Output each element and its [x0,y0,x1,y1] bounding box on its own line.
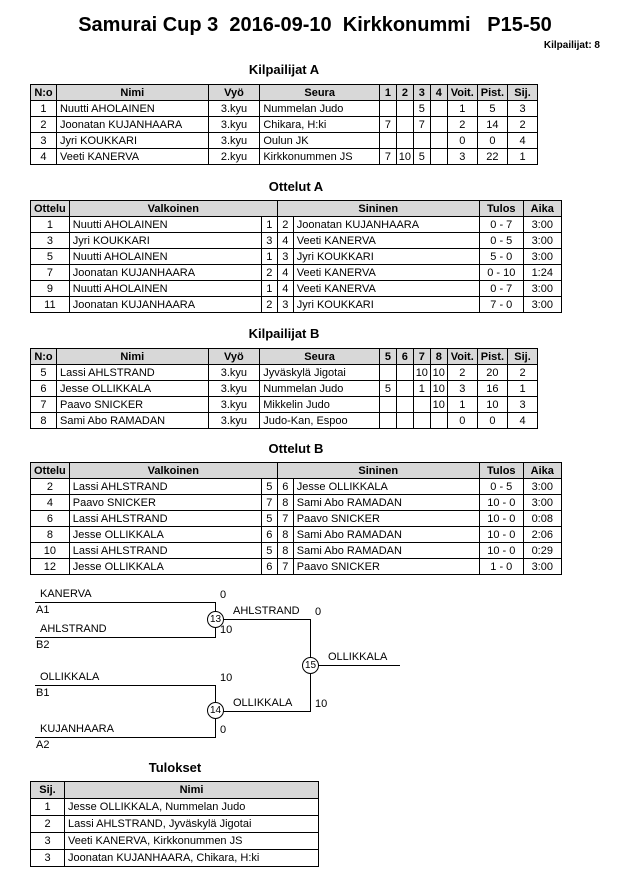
cell-wins: 0 [447,413,477,429]
bracket-final-top-score: 0 [315,606,322,618]
cell-result-4 [430,101,447,117]
cell-name-club: Veeti KANERVA, Kirkkonummen JS [65,833,319,850]
bracket-bottom-name-14: KUJANHAARA [40,723,114,735]
cell-club: Judo-Kan, Espoo [260,413,380,429]
cell-score: 10 - 0 [479,495,523,511]
ottelut-a-table [30,200,562,313]
cell-result-6 [396,381,413,397]
cell-name-club: Jesse OLLIKKALA, Nummelan Judo [65,799,319,816]
cell-score: 1 - 0 [479,559,523,575]
cell-match-number: 11 [31,297,70,313]
cell-result-7 [413,397,430,413]
cell-belt: 3.kyu [208,101,260,117]
cell-match-number: 7 [31,265,70,281]
kilpailijat-a-table [30,84,538,165]
cell-result-3 [413,133,430,149]
cell-blue-number: 7 [277,511,293,527]
cell-club: Nummelan Judo [260,101,380,117]
cell-belt: 3.kyu [208,117,260,133]
cell-match-number: 1 [31,217,70,233]
cell-place: 3 [31,850,65,867]
cell-points: 5 [477,101,507,117]
cell-name: Jesse OLLIKKALA [56,381,208,397]
medal-bracket [0,580,630,760]
cell-white-number: 1 [261,281,277,297]
competitor-row [31,149,538,165]
cell-club: Chikara, H:ki [260,117,380,133]
cell-blue-number: 6 [277,479,293,495]
section-kilpailijat-b [30,326,538,429]
cell-name: Joonatan KUJANHAARA [56,117,208,133]
match-row [31,281,562,297]
cell-place: 2 [31,816,65,833]
cell-result-8: 10 [430,381,447,397]
cell-name: Veeti KANERVA [56,149,208,165]
cell-time: 3:00 [523,281,561,297]
cell-result-7 [413,413,430,429]
cell-time: 3:00 [523,217,561,233]
cell-blue-name: Jyri KOUKKARI [293,249,479,265]
cell-result-4 [430,117,447,133]
cell-place: 3 [31,833,65,850]
cell-blue-number: 4 [277,265,293,281]
match-row [31,297,562,313]
bracket-line [35,685,215,686]
match-row [31,217,562,233]
col-header-nimi: Nimi [56,349,208,365]
col-header-nimi: Nimi [65,782,319,799]
cell-time: 3:00 [523,249,561,265]
competitor-row [31,101,538,117]
cell-club: Kirkkonummen JS [260,149,380,165]
cell-place: 1 [508,381,538,397]
cell-result-6 [396,413,413,429]
cell-points: 10 [477,397,507,413]
ottelut-b-heading: Ottelut B [268,441,324,456]
cell-white-name: Jesse OLLIKKALA [69,527,261,543]
bracket-final-bottom-score: 10 [315,698,328,710]
cell-white-number: 1 [261,217,277,233]
col-header-valkoinen: Valkoinen [69,201,277,217]
cell-result-2 [396,101,413,117]
tulokset-table [30,781,319,867]
cell-match-number: 12 [31,559,70,575]
cell-place: 2 [508,117,538,133]
kilpailijat-b-table [30,348,538,429]
section-ottelut-b [30,441,562,575]
col-header-tulos: Tulos [479,201,523,217]
cell-time: 3:00 [523,559,561,575]
col-header-pist: Pist. [477,349,507,365]
bracket-line [35,602,215,603]
bracket-winner-line [215,619,310,620]
header-row [31,201,562,217]
cell-result-5: 5 [379,381,396,397]
cell-blue-number: 4 [277,233,293,249]
cell-result-7: 10 [413,365,430,381]
bracket-winner-line [215,711,310,712]
cell-number: 6 [31,381,57,397]
cell-number: 1 [31,101,57,117]
cell-score: 10 - 0 [479,527,523,543]
competitor-row [31,117,538,133]
cell-blue-number: 3 [277,249,293,265]
cell-belt: 2.kyu [208,149,260,165]
cell-blue-name: Sami Abo RAMADAN [293,543,479,559]
col-header-pist: Pist. [477,85,507,101]
header-row [31,463,562,479]
cell-club: Nummelan Judo [260,381,380,397]
cell-white-name: Jyri KOUKKARI [69,233,261,249]
cell-score: 10 - 0 [479,511,523,527]
cell-blue-name: Jesse OLLIKKALA [293,479,479,495]
bracket-bottom-name-13: AHLSTRAND [40,623,107,635]
col-header-valkoinen: Valkoinen [69,463,277,479]
col-header-seura: Seura [260,349,380,365]
cell-white-name: Nuutti AHOLAINEN [69,217,261,233]
col-header-sij: Sij. [508,85,538,101]
cell-blue-number: 3 [277,297,293,313]
bracket-winner-13: AHLSTRAND [233,605,300,617]
bracket-slot-a1: A1 [36,604,50,616]
cell-result-8: 10 [430,397,447,413]
cell-number: 4 [31,149,57,165]
header-row [31,782,319,799]
cell-club: Jyväskylä Jigotai [260,365,380,381]
cell-time: 3:00 [523,495,561,511]
cell-blue-name: Sami Abo RAMADAN [293,495,479,511]
cell-score: 10 - 0 [479,543,523,559]
cell-result-3: 5 [413,149,430,165]
cell-white-name: Lassi AHLSTRAND [69,511,261,527]
cell-result-8 [430,413,447,429]
cell-number: 5 [31,365,57,381]
bracket-score: 0 [220,724,227,736]
cell-belt: 3.kyu [208,365,260,381]
col-header-aika: Aika [523,201,561,217]
cell-result-2 [396,133,413,149]
col-header-1: 1 [379,85,396,101]
cell-result-8: 10 [430,365,447,381]
col-header-7: 7 [413,349,430,365]
cell-result-2: 10 [396,149,413,165]
cell-result-6 [396,397,413,413]
cell-result-5 [379,413,396,429]
cell-result-2 [396,117,413,133]
kilpailijat-a-heading: Kilpailijat A [248,62,320,77]
cell-white-name: Nuutti AHOLAINEN [69,249,261,265]
cell-blue-name: Veeti KANERVA [293,281,479,297]
page-title: Samurai Cup 3 2016-09-10 Kirkkonummi P15-50 [78,14,552,36]
cell-match-number: 2 [31,479,70,495]
bracket-score: 0 [220,589,227,601]
col-header-ottelu: Ottelu [31,463,70,479]
cell-belt: 3.kyu [208,397,260,413]
cell-name: Nuutti AHOLAINEN [56,101,208,117]
match-row [31,543,562,559]
cell-time: 0:08 [523,511,561,527]
cell-points: 14 [477,117,507,133]
cell-wins: 0 [447,133,477,149]
result-row [31,833,319,850]
competitor-row [31,365,538,381]
cell-match-number: 3 [31,233,70,249]
cell-wins: 3 [447,381,477,397]
cell-place: 4 [508,133,538,149]
cell-result-3: 5 [413,101,430,117]
bracket-final-winner: OLLIKKALA [328,651,388,663]
cell-points: 0 [477,413,507,429]
cell-club: Mikkelin Judo [260,397,380,413]
cell-score: 0 - 7 [479,281,523,297]
cell-result-6 [396,365,413,381]
cell-time: 3:00 [523,233,561,249]
col-header-tulos: Tulos [479,463,523,479]
match-row [31,495,562,511]
cell-name: Lassi AHLSTRAND [56,365,208,381]
cell-score: 0 - 10 [479,265,523,281]
cell-time: 2:06 [523,527,561,543]
cell-blue-name: Paavo SNICKER [293,559,479,575]
cell-score: 5 - 0 [479,249,523,265]
cell-match-number: 4 [31,495,70,511]
kilpailijat-b-heading: Kilpailijat B [248,326,320,341]
cell-white-name: Jesse OLLIKKALA [69,559,261,575]
col-header-sij: Sij. [31,782,65,799]
cell-white-number: 6 [261,559,277,575]
cell-result-1: 7 [379,149,396,165]
cell-blue-number: 4 [277,281,293,297]
cell-blue-number: 7 [277,559,293,575]
cell-points: 0 [477,133,507,149]
col-header-no: N:o [31,85,57,101]
cell-score: 0 - 5 [479,479,523,495]
cell-wins: 1 [447,397,477,413]
bracket-slot-a2: A2 [36,739,50,751]
result-row [31,799,319,816]
result-row [31,816,319,833]
col-header-ottelu: Ottelu [31,201,70,217]
cell-place: 3 [508,101,538,117]
cell-number: 2 [31,117,57,133]
cell-result-1: 7 [379,117,396,133]
match-row [31,479,562,495]
cell-name: Jyri KOUKKARI [56,133,208,149]
bracket-final-winner-line [310,665,400,666]
cell-blue-name: Veeti KANERVA [293,233,479,249]
cell-place: 4 [508,413,538,429]
cell-belt: 3.kyu [208,381,260,397]
cell-points: 16 [477,381,507,397]
cell-white-number: 2 [261,297,277,313]
cell-result-4 [430,149,447,165]
cell-blue-number: 8 [277,527,293,543]
col-header-aika: Aika [523,463,561,479]
cell-time: 3:00 [523,297,561,313]
match-row [31,527,562,543]
cell-result-1 [379,133,396,149]
cell-white-number: 3 [261,233,277,249]
cell-blue-number: 8 [277,543,293,559]
result-row [31,850,319,867]
cell-white-number: 1 [261,249,277,265]
cell-time: 0:29 [523,543,561,559]
competitor-row [31,397,538,413]
cell-white-number: 2 [261,265,277,281]
col-header-sij: Sij. [508,349,538,365]
cell-match-number: 5 [31,249,70,265]
col-header-3: 3 [413,85,430,101]
col-header-6: 6 [396,349,413,365]
header-row [31,85,538,101]
cell-belt: 3.kyu [208,413,260,429]
bracket-score: 10 [220,672,233,684]
cell-result-1 [379,101,396,117]
ottelut-b-table [30,462,562,575]
cell-result-5 [379,397,396,413]
competitor-row [31,381,538,397]
bracket-top-name-14: OLLIKKALA [40,671,100,683]
col-header-voit: Voit. [447,349,477,365]
cell-points: 22 [477,149,507,165]
cell-name: Sami Abo RAMADAN [56,413,208,429]
cell-points: 20 [477,365,507,381]
cell-score: 0 - 7 [479,217,523,233]
section-ottelut-a [30,179,562,313]
cell-result-5 [379,365,396,381]
bracket-line [35,637,215,638]
match-row [31,233,562,249]
cell-white-name: Lassi AHLSTRAND [69,543,261,559]
cell-blue-name: Jyri KOUKKARI [293,297,479,313]
cell-blue-name: Veeti KANERVA [293,265,479,281]
cell-white-name: Joonatan KUJANHAARA [69,297,261,313]
cell-score: 7 - 0 [479,297,523,313]
cell-blue-name: Sami Abo RAMADAN [293,527,479,543]
bracket-match-15-badge: 15 [302,657,319,674]
cell-blue-name: Joonatan KUJANHAARA [293,217,479,233]
cell-white-name: Paavo SNICKER [69,495,261,511]
cell-white-number: 6 [261,527,277,543]
cell-time: 1:24 [523,265,561,281]
cell-wins: 3 [447,149,477,165]
cell-name-club: Lassi AHLSTRAND, Jyväskylä Jigotai [65,816,319,833]
cell-white-number: 5 [261,543,277,559]
bracket-match-13-badge: 13 [207,611,224,628]
col-header-sininen: Sininen [277,463,479,479]
cell-place: 3 [508,397,538,413]
col-header-sininen: Sininen [277,201,479,217]
cell-wins: 2 [447,365,477,381]
cell-place: 1 [31,799,65,816]
cell-white-name: Lassi AHLSTRAND [69,479,261,495]
bracket-top-name-13: KANERVA [40,588,92,600]
col-header-voit: Voit. [447,85,477,101]
cell-blue-number: 2 [277,217,293,233]
cell-match-number: 10 [31,543,70,559]
cell-white-name: Joonatan KUJANHAARA [69,265,261,281]
cell-place: 2 [508,365,538,381]
cell-match-number: 9 [31,281,70,297]
cell-wins: 2 [447,117,477,133]
bracket-slot-b1: B1 [36,687,50,699]
cell-blue-name: Paavo SNICKER [293,511,479,527]
cell-result-3: 7 [413,117,430,133]
cell-match-number: 8 [31,527,70,543]
bracket-slot-b2: B2 [36,639,50,651]
match-row [31,249,562,265]
col-header-nimi: Nimi [56,85,208,101]
cell-name: Paavo SNICKER [56,397,208,413]
cell-match-number: 6 [31,511,70,527]
cell-number: 3 [31,133,57,149]
competitor-row [31,133,538,149]
cell-club: Oulun JK [260,133,380,149]
col-header-5: 5 [379,349,396,365]
cell-place: 1 [508,149,538,165]
cell-name-club: Joonatan KUJANHAARA, Chikara, H:ki [65,850,319,867]
tulokset-heading: Tulokset [148,760,202,775]
match-row [31,265,562,281]
section-kilpailijat-a [30,62,538,165]
cell-number: 7 [31,397,57,413]
bracket-score: 10 [220,624,233,636]
cell-blue-number: 8 [277,495,293,511]
cell-result-7: 1 [413,381,430,397]
col-header-no: N:o [31,349,57,365]
competitors-count: Kilpailijat: 8 [543,40,600,51]
section-tulokset [30,760,320,867]
cell-belt: 3.kyu [208,133,260,149]
cell-result-4 [430,133,447,149]
bracket-match-14-badge: 14 [207,702,224,719]
col-header-seura: Seura [260,85,380,101]
match-row [31,559,562,575]
col-header-2: 2 [396,85,413,101]
cell-white-number: 5 [261,479,277,495]
match-row [31,511,562,527]
cell-white-name: Nuutti AHOLAINEN [69,281,261,297]
ottelut-a-heading: Ottelut A [268,179,324,194]
bracket-line [35,737,215,738]
bracket-winner-14: OLLIKKALA [233,697,293,709]
cell-time: 3:00 [523,479,561,495]
header-row [31,349,538,365]
col-header-8: 8 [430,349,447,365]
cell-number: 8 [31,413,57,429]
cell-white-number: 7 [261,495,277,511]
cell-score: 0 - 5 [479,233,523,249]
col-header-4: 4 [430,85,447,101]
cell-wins: 1 [447,101,477,117]
col-header-vyo: Vyö [208,349,260,365]
competitor-row [31,413,538,429]
col-header-vyo: Vyö [208,85,260,101]
cell-white-number: 5 [261,511,277,527]
